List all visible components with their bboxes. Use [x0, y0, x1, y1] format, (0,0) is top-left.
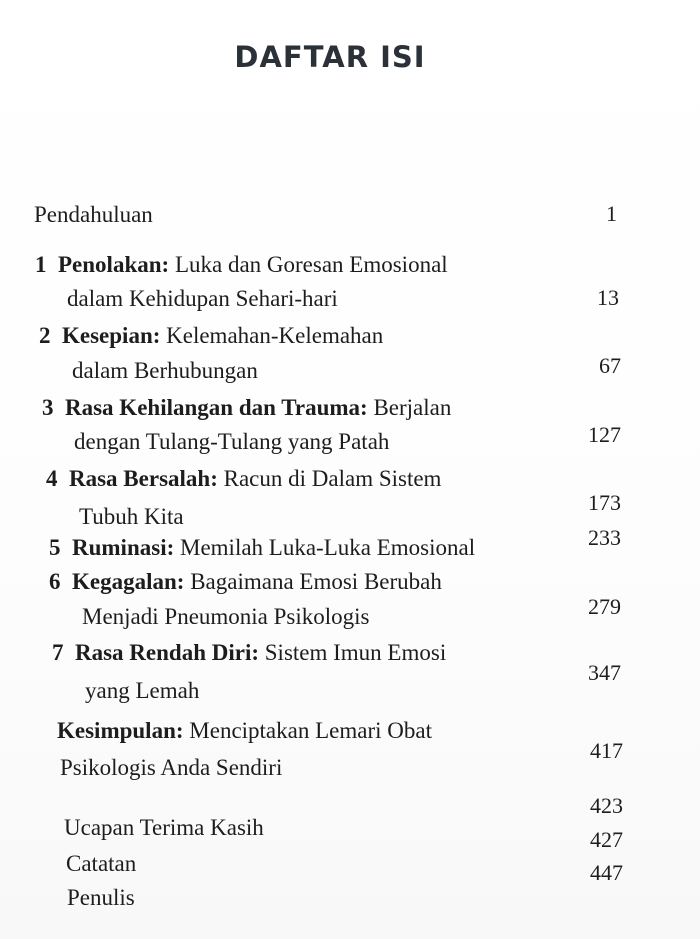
toc-notes: Catatan [66, 851, 137, 876]
chapter-subtitle: Luka dan Goresan Emosional [169, 252, 448, 277]
chapter-number: 1 [35, 252, 47, 277]
toc-author-page: 447 [590, 860, 623, 885]
chapter-keyword: Penolakan: [58, 252, 170, 277]
toc-author: Penulis [67, 885, 135, 910]
toc-entry-7-page: 347 [588, 660, 621, 685]
toc-entry-2-line1 [39, 324, 383, 347]
chapter-subtitle: Bagaimana Emosi Berubah [184, 569, 442, 594]
conclusion-keyword: Kesimpulan: [57, 718, 184, 743]
chapter-number: 7 [52, 640, 64, 665]
toc-acknowledgements: Ucapan Terima Kasih [64, 815, 264, 840]
toc-acknowledgements-page: 423 [590, 793, 623, 818]
toc-entry-6-line2: Menjadi Pneumonia Psikologis [82, 604, 370, 629]
chapter-keyword: Kesepian: [62, 323, 161, 348]
toc-entry-4-page: 173 [588, 490, 621, 515]
toc-entry-3-line1 [42, 396, 451, 419]
intro-label: Pendahuluan [34, 202, 153, 227]
toc-entry-2-line2: dalam Berhubungan [72, 358, 258, 383]
chapter-number: 4 [46, 466, 58, 491]
page-title: DAFTAR ISI [234, 40, 426, 74]
toc-entry-3-page: 127 [588, 422, 621, 447]
toc-entry-5-line1 [49, 536, 475, 559]
toc-entry-1-line1 [35, 253, 448, 276]
toc-entry-7-line2: yang Lemah [85, 678, 200, 703]
chapter-number: 5 [49, 535, 61, 560]
toc-conclusion-line1 [57, 719, 432, 742]
chapter-subtitle: Sistem Imun Emosi [259, 640, 447, 665]
toc-entry-3-line2: dengan Tulang-Tulang yang Patah [74, 429, 390, 454]
chapter-keyword: Rasa Kehilangan dan Trauma: [65, 395, 368, 420]
intro-page: 1 [606, 201, 617, 226]
toc-entry-5-page: 233 [588, 525, 621, 550]
chapter-subtitle: Racun di Dalam Sistem [217, 466, 442, 491]
chapter-keyword: Ruminasi: [72, 535, 175, 560]
chapter-keyword: Kegagalan: [72, 569, 185, 594]
chapter-number: 3 [42, 395, 54, 420]
chapter-keyword: Rasa Rendah Diri: [75, 640, 260, 665]
chapter-subtitle: Memilah Luka-Luka Emosional [174, 535, 476, 560]
conclusion-subtitle: Menciptakan Lemari Obat [183, 718, 432, 743]
toc-entry-4-line1 [46, 467, 441, 490]
toc-entry-6-line1 [49, 570, 442, 593]
toc-entry-2-page: 67 [599, 353, 621, 378]
chapter-subtitle: Berjalan [367, 395, 452, 420]
chapter-subtitle: Kelemahan-Kelemahan [160, 323, 384, 348]
toc-entry-7-line1 [52, 641, 446, 664]
toc-entry-1-page: 13 [597, 285, 619, 310]
chapter-number: 2 [39, 323, 51, 348]
toc-conclusion-page: 417 [590, 738, 623, 763]
chapter-keyword: Rasa Bersalah: [69, 466, 218, 491]
toc-notes-page: 427 [590, 827, 623, 852]
chapter-number: 6 [49, 569, 61, 594]
toc-conclusion-line2: Psikologis Anda Sendiri [60, 755, 283, 780]
toc-entry-4-line2: Tubuh Kita [79, 504, 184, 529]
toc-entry-6-page: 279 [588, 594, 621, 619]
toc-entry-1-line2: dalam Kehidupan Sehari-hari [67, 286, 338, 311]
